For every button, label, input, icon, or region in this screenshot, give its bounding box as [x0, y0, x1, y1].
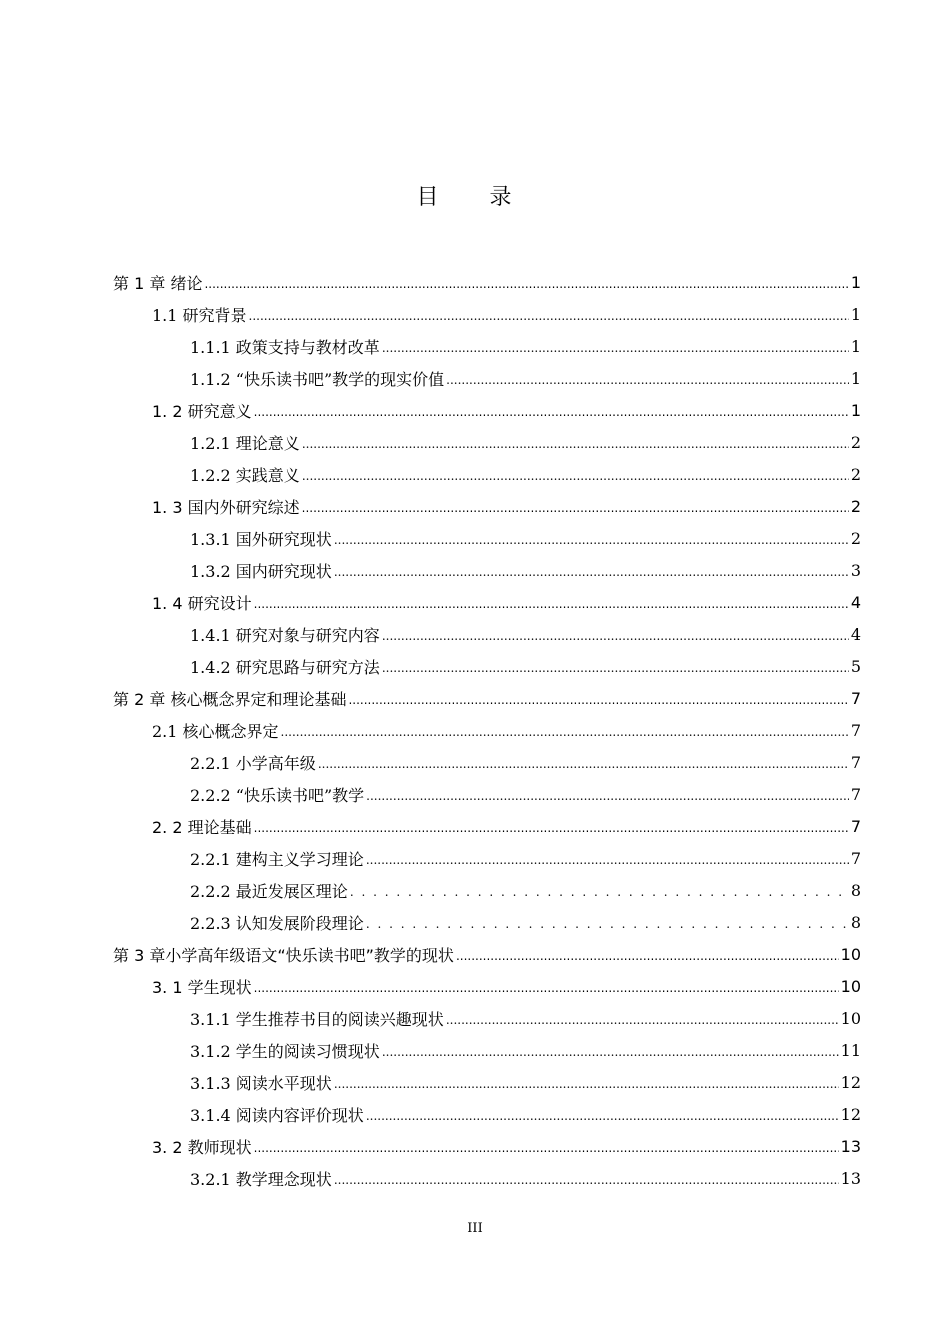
- toc-entry-label: 1.1.2 “快乐读书吧”教学的现实价值: [190, 369, 445, 389]
- toc-entry-label: 1.4.1 研究对象与研究内容: [190, 625, 380, 645]
- toc-entry-page: 12: [840, 1072, 861, 1092]
- dot-leader: [254, 818, 849, 834]
- toc-entry-page: 3: [850, 560, 861, 580]
- toc-entry-page: 7: [850, 688, 861, 708]
- toc-entry-page: 7: [850, 784, 861, 804]
- toc-entry-page: 10: [840, 976, 861, 996]
- toc-entry-2-2-3[interactable]: [190, 906, 861, 938]
- toc-entry-label: 1.2.1 理论意义: [190, 433, 300, 453]
- toc-entry-page: 1: [850, 272, 861, 292]
- toc-entry-1-2-1[interactable]: [190, 426, 861, 458]
- page-number-footer: III: [467, 1221, 483, 1236]
- toc-entry-1-1-2[interactable]: [190, 362, 861, 394]
- toc-entry-page: 7: [850, 752, 861, 772]
- toc-entry-chapter-1[interactable]: [113, 266, 861, 298]
- toc-entry-1-3[interactable]: [152, 490, 861, 522]
- dot-leader: [281, 722, 849, 738]
- toc-entry-3-1-4[interactable]: [190, 1098, 861, 1130]
- toc-entry-label: 1.1.1 政策支持与教材改革: [190, 337, 380, 357]
- toc-entry-page: 10: [840, 944, 861, 964]
- toc-entry-chapter-3[interactable]: [113, 938, 861, 970]
- toc-entry-1-2-2[interactable]: [190, 458, 861, 490]
- toc-entry-page: 2: [850, 432, 861, 452]
- toc-entry-label: 第 3 章小学高年级语文“快乐读书吧”教学的现状: [113, 945, 454, 965]
- toc-entry-2-2-1[interactable]: [190, 842, 861, 874]
- dot-leader: [446, 370, 849, 386]
- toc-entry-page: 10: [840, 1008, 861, 1028]
- dot-leader: [334, 530, 849, 546]
- toc-entry-2-1[interactable]: [152, 714, 861, 746]
- toc-entry-page: 4: [850, 624, 861, 644]
- toc-entry-label: 1. 3 国内外研究综述: [152, 497, 300, 517]
- dot-leader: [204, 274, 848, 290]
- toc-entry-label: 1. 4 研究设计: [152, 593, 252, 613]
- toc-entry-label: 3.1.2 学生的阅读习惯现状: [190, 1041, 380, 1061]
- dot-leader: [348, 690, 848, 706]
- toc-entry-label: 2.2.2 “快乐读书吧”教学: [190, 785, 365, 805]
- dot-leader: [382, 1042, 839, 1058]
- toc-entry-label: 3.1.3 阅读水平现状: [190, 1073, 332, 1093]
- toc-entry-1-4-1[interactable]: [190, 618, 861, 650]
- toc-entry-chapter-2[interactable]: [113, 682, 861, 714]
- dot-leader: [382, 626, 849, 642]
- toc-entry-label: 第 2 章 核心概念界定和理论基础: [113, 689, 347, 709]
- toc-entry-label: 1.2.2 实践意义: [190, 465, 300, 485]
- dot-leader: [456, 946, 839, 962]
- dot-leader: [350, 882, 849, 898]
- dot-leader: [302, 466, 849, 482]
- dot-leader: [366, 1106, 839, 1122]
- toc-entry-page: 13: [840, 1168, 861, 1188]
- toc-entry-label: 2.2.1 小学高年级: [190, 753, 316, 773]
- toc-entry-1-3-2[interactable]: [190, 554, 861, 586]
- toc-entry-label: 2.2.3 认知发展阶段理论: [190, 913, 364, 933]
- page-title: 目 录: [416, 185, 534, 210]
- dot-leader: [334, 1074, 839, 1090]
- toc-entry-label: 1.4.2 研究思路与研究方法: [190, 657, 380, 677]
- dot-leader: [366, 850, 849, 866]
- toc-entry-1-4-2[interactable]: [190, 650, 861, 682]
- dot-leader: [366, 914, 849, 930]
- toc-entry-label: 1.1 研究背景: [152, 305, 247, 325]
- dot-leader: [254, 402, 849, 418]
- toc-entry-3-1-2[interactable]: [190, 1034, 861, 1066]
- toc-entry-page: 4: [850, 592, 861, 612]
- toc-entry-label: 第 1 章 绪论: [113, 273, 203, 293]
- toc-entry-3-1-1[interactable]: [190, 1002, 861, 1034]
- toc-entry-page: 1: [850, 368, 861, 388]
- toc-entry-page: 2: [850, 496, 861, 516]
- toc-entry-page: 2: [850, 464, 861, 484]
- dot-leader: [366, 786, 849, 802]
- toc-entry-label: 3.2.1 教学理念现状: [190, 1169, 332, 1189]
- toc-entry-label: 2.1 核心概念界定: [152, 721, 279, 741]
- dot-leader: [318, 754, 849, 770]
- toc-entry-page: 12: [840, 1104, 861, 1124]
- toc-entry-page: 11: [840, 1040, 861, 1060]
- dot-leader: [382, 658, 849, 674]
- toc-entry-2-2[interactable]: [152, 810, 861, 842]
- toc-entry-page: 1: [850, 336, 861, 356]
- toc-entry-label: 2.2.1 建构主义学习理论: [190, 849, 364, 869]
- toc-entry-3-1[interactable]: [152, 970, 861, 1002]
- dot-leader: [249, 306, 849, 322]
- dot-leader: [302, 434, 849, 450]
- dot-leader: [254, 594, 849, 610]
- toc-entry-page: 1: [850, 400, 861, 420]
- toc-entry-2-2-2[interactable]: [190, 874, 861, 906]
- toc-entry-label: 3. 1 学生现状: [152, 977, 252, 997]
- toc-entry-label: 2.2.2 最近发展区理论: [190, 881, 348, 901]
- toc-entry-page: 1: [850, 304, 861, 324]
- toc-entry-1-1-1[interactable]: [190, 330, 861, 362]
- toc-entry-1-2[interactable]: [152, 394, 861, 426]
- toc-entry-page: 8: [850, 880, 861, 900]
- toc-entry-1-3-1[interactable]: [190, 522, 861, 554]
- toc-entry-3-2[interactable]: [152, 1130, 861, 1162]
- toc-entry-page: 7: [850, 816, 861, 836]
- dot-leader: [334, 1170, 839, 1186]
- toc-entry-2-1-1[interactable]: [190, 746, 861, 778]
- toc-entry-page: 8: [850, 912, 861, 932]
- toc-entry-label: 3.1.1 学生推荐书目的阅读兴趣现状: [190, 1009, 444, 1029]
- dot-leader: [382, 338, 849, 354]
- toc-entry-3-1-3[interactable]: [190, 1066, 861, 1098]
- toc-entry-page: 7: [850, 848, 861, 868]
- dot-leader: [446, 1010, 839, 1026]
- dot-leader: [254, 978, 839, 994]
- toc-entry-page: 5: [850, 656, 861, 676]
- toc-entry-page: 13: [840, 1136, 861, 1156]
- toc-entry-3-2-1[interactable]: [190, 1162, 861, 1194]
- dot-leader: [334, 562, 849, 578]
- toc-entry-label: 3.1.4 阅读内容评价现状: [190, 1105, 364, 1125]
- toc-entry-label: 3. 2 教师现状: [152, 1137, 252, 1157]
- toc-entry-2-1-2[interactable]: [190, 778, 861, 810]
- toc-entry-1-1[interactable]: [152, 298, 861, 330]
- toc-entry-page: 7: [850, 720, 861, 740]
- toc-entry-label: 1. 2 研究意义: [152, 401, 252, 421]
- toc-entry-page: 2: [850, 528, 861, 548]
- toc-entry-1-4[interactable]: [152, 586, 861, 618]
- toc-entry-label: 2. 2 理论基础: [152, 817, 252, 837]
- dot-leader: [254, 1138, 839, 1154]
- toc-entry-label: 1.3.1 国外研究现状: [190, 529, 332, 549]
- toc-entry-label: 1.3.2 国内研究现状: [190, 561, 332, 581]
- dot-leader: [302, 498, 849, 514]
